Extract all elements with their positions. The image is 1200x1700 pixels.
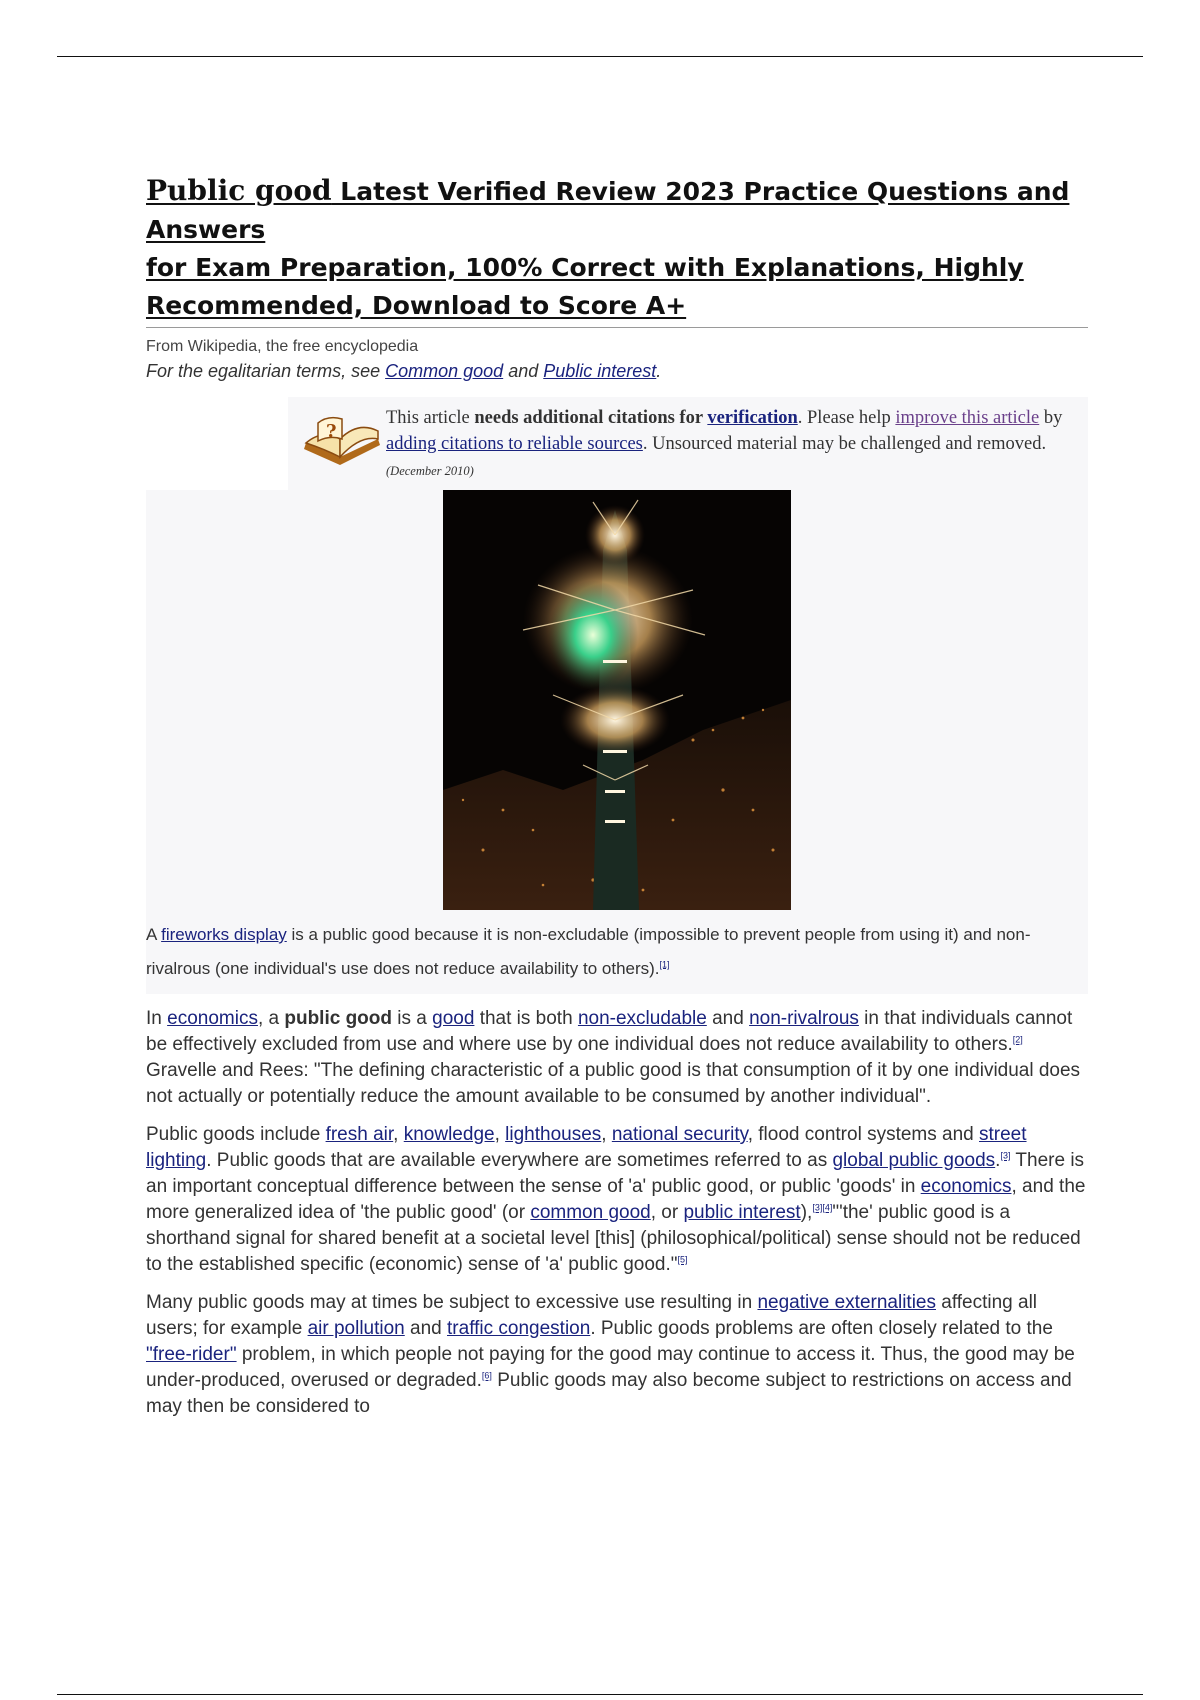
traffic-congestion-link[interactable]: traffic congestion — [447, 1318, 591, 1339]
economics-link-2[interactable]: economics — [920, 1176, 1012, 1197]
non-excludable-link[interactable]: non-excludable — [577, 1008, 707, 1029]
non-rivalrous-link[interactable]: non-rivalrous — [749, 1008, 859, 1029]
lighthouses-link[interactable]: lighthouses — [505, 1124, 602, 1145]
improve-article-link[interactable]: improve this article — [895, 408, 1040, 428]
fireworks-display-link[interactable]: fireworks display — [161, 925, 287, 944]
adding-citations-link[interactable]: adding citations to reliable sources — [386, 434, 643, 454]
reference-link[interactable]: [1] — [659, 959, 670, 970]
public-interest-link-2[interactable]: public interest — [683, 1202, 801, 1223]
paragraph-definition: In economics, a public good is a good that is both non-excludable and non-rivalrous in that individuals cannot be effectively excluded from use and where use by one individual does not reduce availability to others.[2] Gravelle and Rees: "The defining characteristic of a public good is that consumption of it by one individual does not actually or potentially reduce the amount available to be consumed by another individual". — [146, 1008, 1081, 1107]
reference-link[interactable]: [3][4] — [812, 1202, 833, 1213]
notice-date: (December 2010) — [386, 464, 474, 478]
free-rider-link[interactable]: "free-rider" — [146, 1344, 237, 1365]
hatnote: For the egalitarian terms, see Common good and Public interest. — [146, 361, 662, 381]
title-lead: Public good — [146, 174, 332, 207]
from-wikipedia: From Wikipedia, the free encyclopedia — [146, 338, 419, 355]
public-interest-link[interactable]: Public interest — [543, 361, 657, 381]
national-security-link[interactable]: national security — [611, 1124, 748, 1145]
notice-text: This article needs additional citations for verification. Please help improve this article by adding citations to reliable sources. Unsourced material may be challenged and removed. (December 2010) — [386, 408, 1063, 478]
paragraph-examples: Public goods include fresh air, knowledge, lighthouses, national security, flood control systems and street lighting. Public goods that are available everywhere are sometimes referred to as global public goods.[3] There is an important conceptual difference between the sense of 'a' public good, or public 'goods' in economics, and the more generalized idea of 'the public good' (or common good, or public interest),[3][4]"'the' public good is a shorthand signal for shared benefit at a societal level [this] (philosophical/political) sense should not be reduced to the established specific (economic) sense of 'a' public good."[5] — [146, 1124, 1086, 1275]
reference-link[interactable]: [6] — [481, 1370, 492, 1381]
global-public-goods-link[interactable]: global public goods — [832, 1150, 996, 1171]
fresh-air-link[interactable]: fresh air — [325, 1124, 394, 1145]
good-link[interactable]: good — [432, 1008, 475, 1029]
paragraph-externalities: Many public goods may at times be subject to excessive use resulting in negative externalities affecting all users; for example air pollution and traffic congestion. Public goods problems are often closely related to the "free-rider" problem, in which people not paying for the good may continue to access it. Thus, the good may be under-produced, overused or degraded.[6] Public goods may also become subject to restrictions on access and may then be considered to — [146, 1292, 1075, 1417]
question-book-icon — [298, 409, 386, 475]
fireworks-photo — [443, 490, 791, 910]
citation-notice — [288, 397, 1088, 490]
common-good-link-2[interactable]: common good — [530, 1202, 651, 1223]
reference-link[interactable]: [3] — [1000, 1150, 1011, 1161]
title-divider — [146, 327, 1088, 328]
figure-caption: A fireworks display is a public good because it is non-excludable (impossible to prevent people from using it) and non-rivalrous (one individual's use does not reduce availability to others).[1] — [146, 925, 1031, 978]
verification-link[interactable]: verification — [707, 408, 798, 428]
street-lighting-link[interactable]: street lighting — [146, 1124, 1027, 1171]
common-good-link[interactable]: Common good — [385, 361, 504, 381]
reference-link[interactable]: [2] — [1012, 1034, 1023, 1045]
header-rule — [57, 56, 1143, 57]
knowledge-link[interactable]: knowledge — [403, 1124, 495, 1145]
reference-link[interactable]: [5] — [677, 1254, 688, 1265]
air-pollution-link[interactable]: air pollution — [307, 1318, 405, 1339]
negative-externalities-link[interactable]: negative externalities — [757, 1292, 936, 1313]
footer-rule — [57, 1694, 1143, 1695]
page-title: Public good Latest Verified Review 2023 Practice Questions and Answers for Exam Preparation, 100% Correct with Explanations, Highly Recommended, Download to Score A+ — [146, 174, 1070, 320]
svg-text:?: ? — [326, 421, 337, 442]
document-body — [146, 172, 1088, 1420]
figure — [146, 490, 1088, 994]
economics-link[interactable]: economics — [167, 1008, 258, 1029]
